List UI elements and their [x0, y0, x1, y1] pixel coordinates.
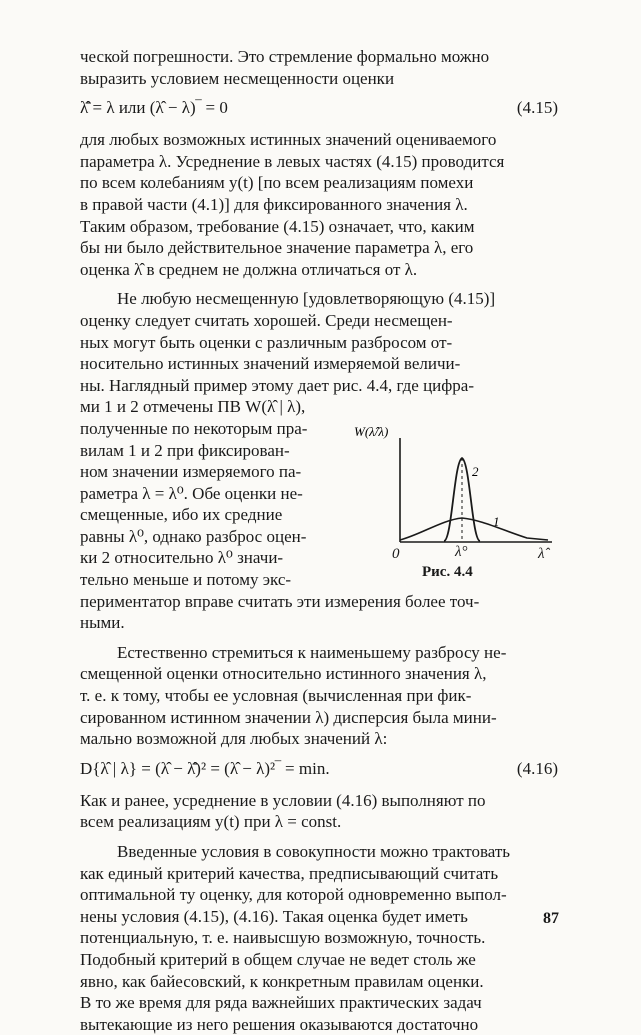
text-line: вилам 1 и 2 при фиксирован-	[80, 440, 290, 460]
text-line: смещенные, ибо их средние	[80, 505, 283, 525]
figure-caption: Рис. 4.4	[422, 563, 473, 580]
curve-2-label: 2	[472, 463, 479, 479]
text-line: явно, как байесовский, к конкретным правилам оценки.	[80, 971, 484, 991]
origin-label: 0	[392, 545, 400, 562]
text-line: носительно истинных значений измеряемой величи-	[80, 354, 461, 374]
figure-4-4	[352, 422, 558, 594]
x-axis-label: λ̂	[538, 545, 545, 562]
text-line: Не любую несмещенную [удовлетворяющую (4.15)]	[117, 289, 496, 309]
figure-plot	[352, 422, 558, 557]
paragraph-6	[80, 841, 558, 1035]
y-axis-label: W(λ̂/λ)	[354, 423, 389, 439]
text-line: параметра λ. Усреднение в левых частях (4.15) проводится	[80, 151, 505, 171]
paragraph-1	[80, 46, 558, 89]
text-line: Таким образом, требование (4.15) означает, что, каким	[80, 216, 475, 236]
text-line: всем реализациям y(t) при λ = const.	[80, 812, 342, 832]
paragraph-5	[80, 790, 558, 833]
text-line: выразить условием несмещенности оценки	[80, 68, 395, 88]
text-line: ки 2 относительно λ⁰ значи-	[80, 548, 284, 568]
text-line: оптимальной ту оценку, для которой одновременно выпол-	[80, 885, 507, 905]
text-line: бы ни было действительное значение параметра λ, его	[80, 238, 474, 258]
lambda0-tick-label: λ°	[455, 543, 468, 560]
text-line: тельно меньше и потому экс-	[80, 570, 292, 590]
text-line: оценку следует считать хорошей. Среди несмещен-	[80, 310, 453, 330]
text-line: ческой погрешности. Это стремление формально можно	[80, 47, 490, 66]
text-line: Естественно стремиться к наименьшему разбросу не-	[117, 642, 507, 662]
text-line: оценка λ̂ в среднем не должна отличаться от λ.	[80, 259, 418, 279]
equation-number: (4.15)	[516, 98, 558, 118]
text-line: в правой части (4.1)] для фиксированного значения λ.	[80, 194, 468, 214]
text-line: ми 1 и 2 отмечены ПВ W(λ̂ | λ),	[80, 397, 306, 417]
text-line: ными.	[80, 613, 125, 633]
text-line: Введенные условия в совокупности можно трактовать	[117, 842, 511, 861]
text-line: равны λ⁰, однако разброс оцен-	[80, 526, 307, 546]
text-line: ных могут быть оценки с различным разбросом от-	[80, 332, 453, 352]
text-line: сированном истинном значении λ) дисперсия была мини-	[80, 707, 497, 727]
paragraph-2	[80, 129, 558, 280]
text-line: нены условия (4.15), (4.16). Такая оценка будет иметь	[80, 906, 468, 926]
text-line: т. е. к тому, чтобы ее условная (вычисленная при фик-	[80, 686, 472, 706]
text-line: мально возможной для любых значений λ:	[80, 729, 388, 749]
equation-formula: D{λ̂ | λ} = (λ̂ − λ̂̄)² = (λ̂ − λ)²‾ = min.	[80, 758, 330, 778]
text-line: ном значении измеряемого па-	[80, 462, 302, 482]
page-number: 87	[543, 910, 559, 927]
text-line: по всем колебаниям y(t) [по всем реализациям помехи	[80, 173, 474, 193]
equation-4-15	[80, 97, 558, 123]
paragraph-4	[80, 642, 558, 750]
text-line: раметра λ = λ⁰. Обе оценки не-	[80, 483, 303, 503]
text-line: для любых возможных истинных значений оцениваемого	[80, 130, 497, 150]
text-line: Подобный критерий в общем случае не ведет столь же	[80, 949, 476, 969]
text-line: ны. Наглядный пример этому дает рис. 4.4, где цифра-	[80, 375, 475, 395]
equation-4-16	[80, 758, 558, 784]
paragraph-3	[80, 288, 558, 634]
equation-number: (4.16)	[516, 758, 558, 778]
text-line: Как и ранее, усреднение в условии (4.16) выполняют по	[80, 790, 486, 810]
text-line: смещенной оценки относительно истинного значения λ,	[80, 664, 487, 684]
text-line: потенциальную, т. е. наивысшую возможную, точность.	[80, 928, 486, 948]
curve-1-label: 1	[493, 513, 500, 529]
text-line: В то же время для ряда важнейших практических задач	[80, 993, 482, 1013]
text-line: как единый критерий качества, предписывающий считать	[80, 863, 499, 883]
page-body	[80, 46, 558, 1035]
text-line: вытекающие из него решения оказываются достаточно	[80, 1014, 479, 1034]
text-line: периментатор вправе считать эти измерения более точ-	[80, 591, 480, 611]
text-line: полученные по некоторым пра-	[80, 418, 308, 438]
equation-formula: λ̂̄ = λ или (λ̂ − λ)‾ = 0	[80, 98, 228, 118]
